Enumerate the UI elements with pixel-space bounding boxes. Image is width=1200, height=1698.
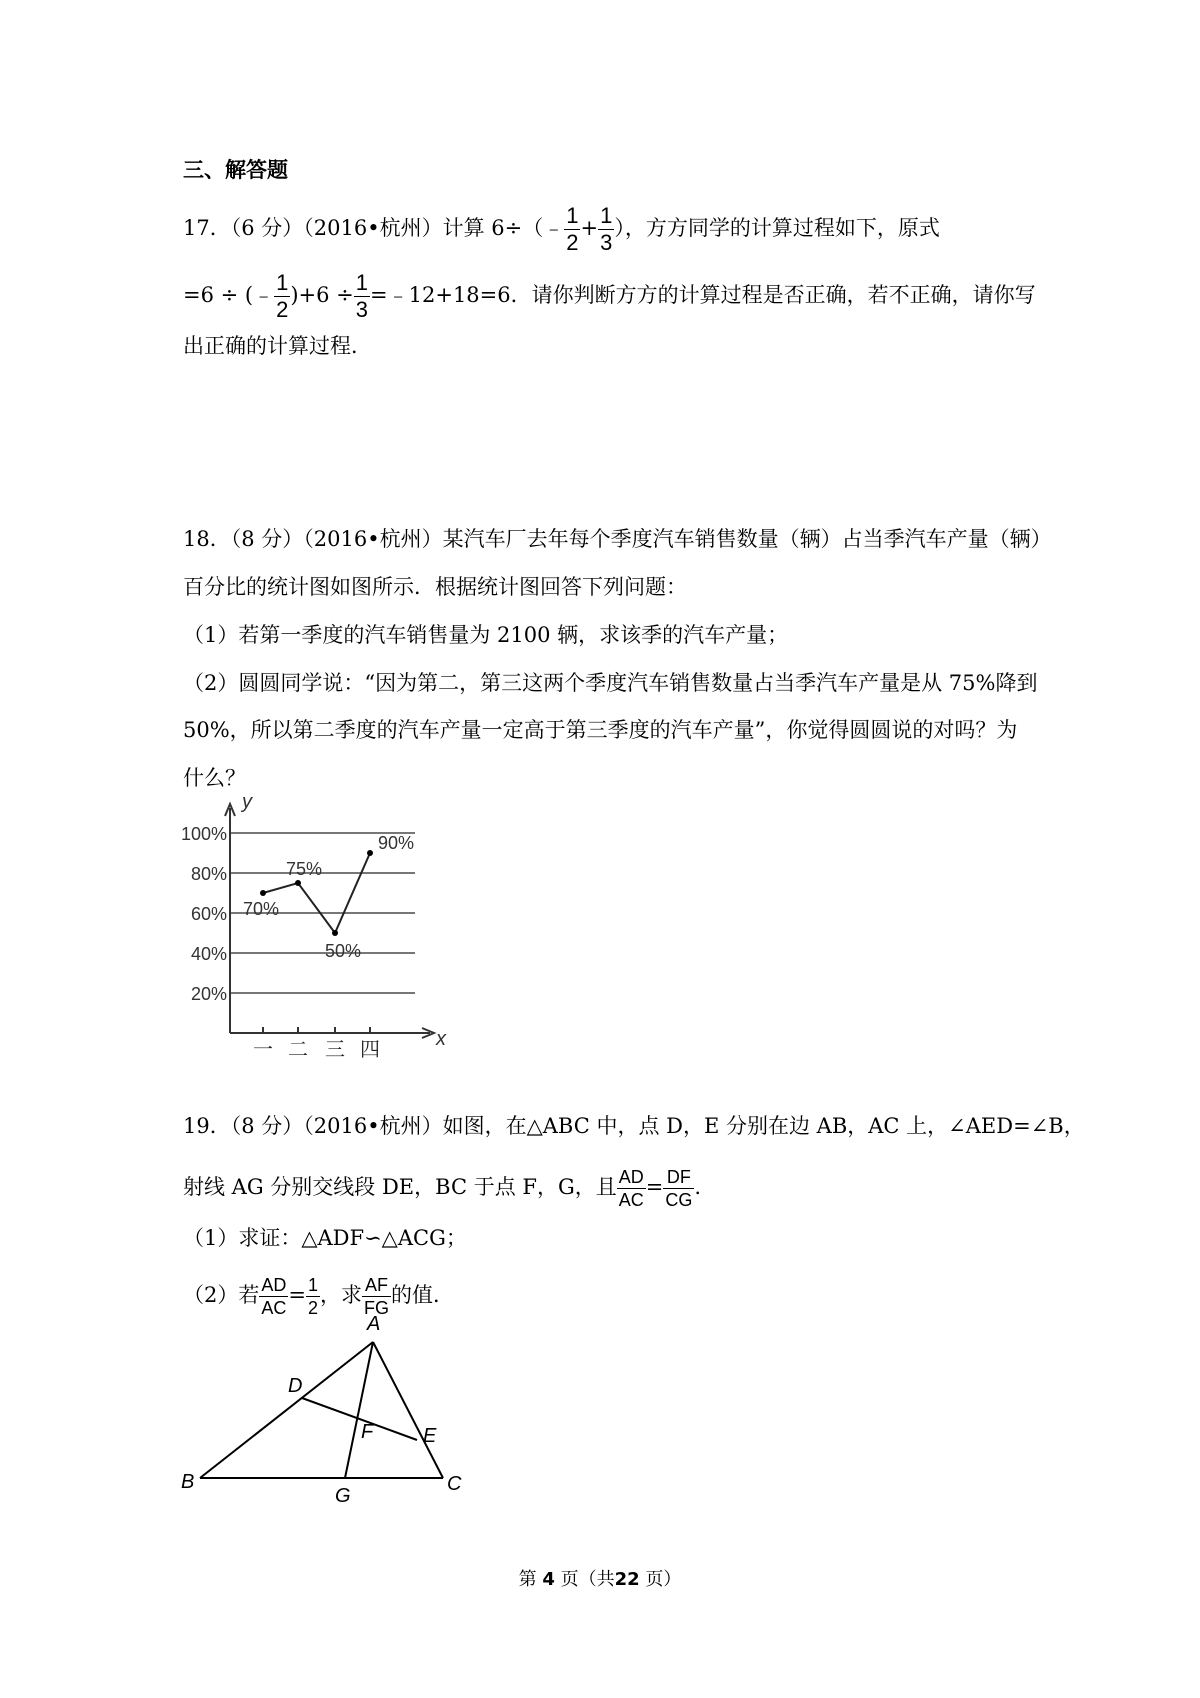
label-b: B bbox=[181, 1471, 195, 1493]
x-tick-label: 一 bbox=[253, 1039, 273, 1061]
q17-fraction-b: $\frac{1}{3}$ bbox=[600, 203, 613, 255]
side-ac bbox=[373, 1342, 443, 1478]
y-tick-label: 60% bbox=[190, 904, 227, 924]
total-pages: 22 bbox=[614, 1569, 640, 1590]
q17-text: 17．（6 分）（2016•杭州）计算 6÷（﹣ bbox=[183, 216, 565, 240]
y-tick-label: 20% bbox=[190, 984, 227, 1004]
footer-text: 第 bbox=[518, 1569, 537, 1590]
q19-text: ，求 bbox=[320, 1283, 363, 1307]
x-axis-label: x bbox=[436, 1028, 446, 1050]
equals-sign: = bbox=[288, 1283, 306, 1307]
data-label: 50% bbox=[325, 941, 362, 961]
label-d: D bbox=[288, 1375, 303, 1397]
label-c: C bbox=[447, 1473, 462, 1495]
q17-fraction-c: $\frac{1}{2}$ bbox=[276, 270, 289, 322]
data-point bbox=[260, 890, 266, 896]
q19-sub1: （1）求证：△ADF∽△ACG； bbox=[183, 1226, 467, 1250]
q17-text: =﹣12+18=6．请你判断方方的计算过程是否正确，若不正确，请你写 bbox=[370, 283, 1036, 307]
data-label: 90% bbox=[378, 833, 415, 853]
y-axis-label: y bbox=[242, 791, 252, 813]
q19-text: . bbox=[694, 1175, 702, 1199]
label-f: F bbox=[361, 1421, 374, 1443]
q18-line1: 18．（8 分）（2016•杭州）某汽车厂去年每个季度汽车销售数量（辆）占当季汽车产量（辆） bbox=[183, 527, 1052, 551]
data-label: 70% bbox=[243, 899, 280, 919]
q18-line5: 50%，所以第二季度的汽车产量一定高于第三季度的汽车产量”，你觉得圆圆说的对吗？为 bbox=[183, 718, 1018, 742]
plus-sign: + bbox=[580, 216, 599, 240]
y-tick-label: 100% bbox=[180, 824, 227, 844]
q18-line4: （2）圆圆同学说：“因为第二，第三这两个季度汽车销售数量占当季汽车产量是从 75%降到 bbox=[183, 671, 1038, 695]
triangle-abc-figure bbox=[175, 1310, 475, 1507]
q17-fraction-d: $\frac{1}{3}$ bbox=[355, 270, 369, 322]
side-ab bbox=[200, 1342, 373, 1478]
label-g: G bbox=[335, 1485, 351, 1507]
x-tick-label: 二 bbox=[288, 1039, 308, 1061]
x-tick-label: 四 bbox=[360, 1039, 380, 1061]
ray-ag bbox=[345, 1342, 373, 1478]
q19-line2 bbox=[183, 1168, 701, 1209]
footer-text: 页） bbox=[645, 1569, 682, 1590]
q19-text: 的值． bbox=[391, 1283, 455, 1307]
label-e: E bbox=[423, 1425, 437, 1447]
equals-sign: = bbox=[645, 1175, 664, 1199]
q19-text: 射线 AG 分别交线段 DE，BC 于点 F，G，且 bbox=[183, 1175, 617, 1199]
q17-text: =6 ÷ (﹣ bbox=[183, 283, 275, 307]
q17-text: )+6 ÷ bbox=[290, 283, 354, 307]
q19-sub2-fraction-af-fg: $\frac{AF}{FG}$ bbox=[364, 1275, 390, 1318]
sales-percentage-line-chart bbox=[178, 790, 446, 1061]
y-tick-label: 40% bbox=[190, 944, 227, 964]
q19-text: （2）若 bbox=[183, 1283, 260, 1307]
footer-text: 页（共 bbox=[560, 1569, 615, 1590]
q18-line6: 什么？ bbox=[183, 766, 246, 790]
q17-line2 bbox=[183, 272, 1036, 321]
q19-fraction-df-cg: $\frac{DF}{CG}$ bbox=[665, 1167, 693, 1210]
label-a: A bbox=[367, 1313, 381, 1335]
data-point bbox=[367, 850, 373, 856]
q17-line3: 出正确的计算过程． bbox=[183, 334, 372, 358]
page-footer bbox=[0, 1565, 1200, 1591]
q19-line1: 19．（8 分）（2016•杭州）如图，在△ABC 中，点 D，E 分别在边 AB，AC 上，∠AED=∠B， bbox=[183, 1114, 1085, 1138]
q18-line2: 百分比的统计图如图所示．根据统计图回答下列问题： bbox=[183, 575, 687, 599]
data-point bbox=[295, 880, 301, 886]
q19-fraction-ad-ac: $\frac{AD}{AC}$ bbox=[618, 1167, 644, 1210]
q18-line3: （1）若第一季度的汽车销售量为 2100 辆，求该季的汽车产量； bbox=[183, 623, 789, 647]
q19-sub2-fraction-half: $\frac{1}{2}$ bbox=[308, 1275, 319, 1318]
section-title: 三、解答题 bbox=[183, 158, 288, 182]
current-page-number: 4 bbox=[542, 1569, 555, 1590]
data-label: 75% bbox=[286, 859, 323, 879]
q19-sub2-fraction-ad-ac: $\frac{AD}{AC}$ bbox=[261, 1275, 287, 1318]
q17-line1 bbox=[183, 205, 940, 254]
y-tick-label: 80% bbox=[190, 864, 227, 884]
q17-fraction-a: $\frac{1}{2}$ bbox=[566, 203, 579, 255]
x-tick-label: 三 bbox=[325, 1039, 345, 1061]
q17-text: ），方方同学的计算过程如下，原式 bbox=[614, 216, 940, 240]
data-point bbox=[332, 930, 338, 936]
